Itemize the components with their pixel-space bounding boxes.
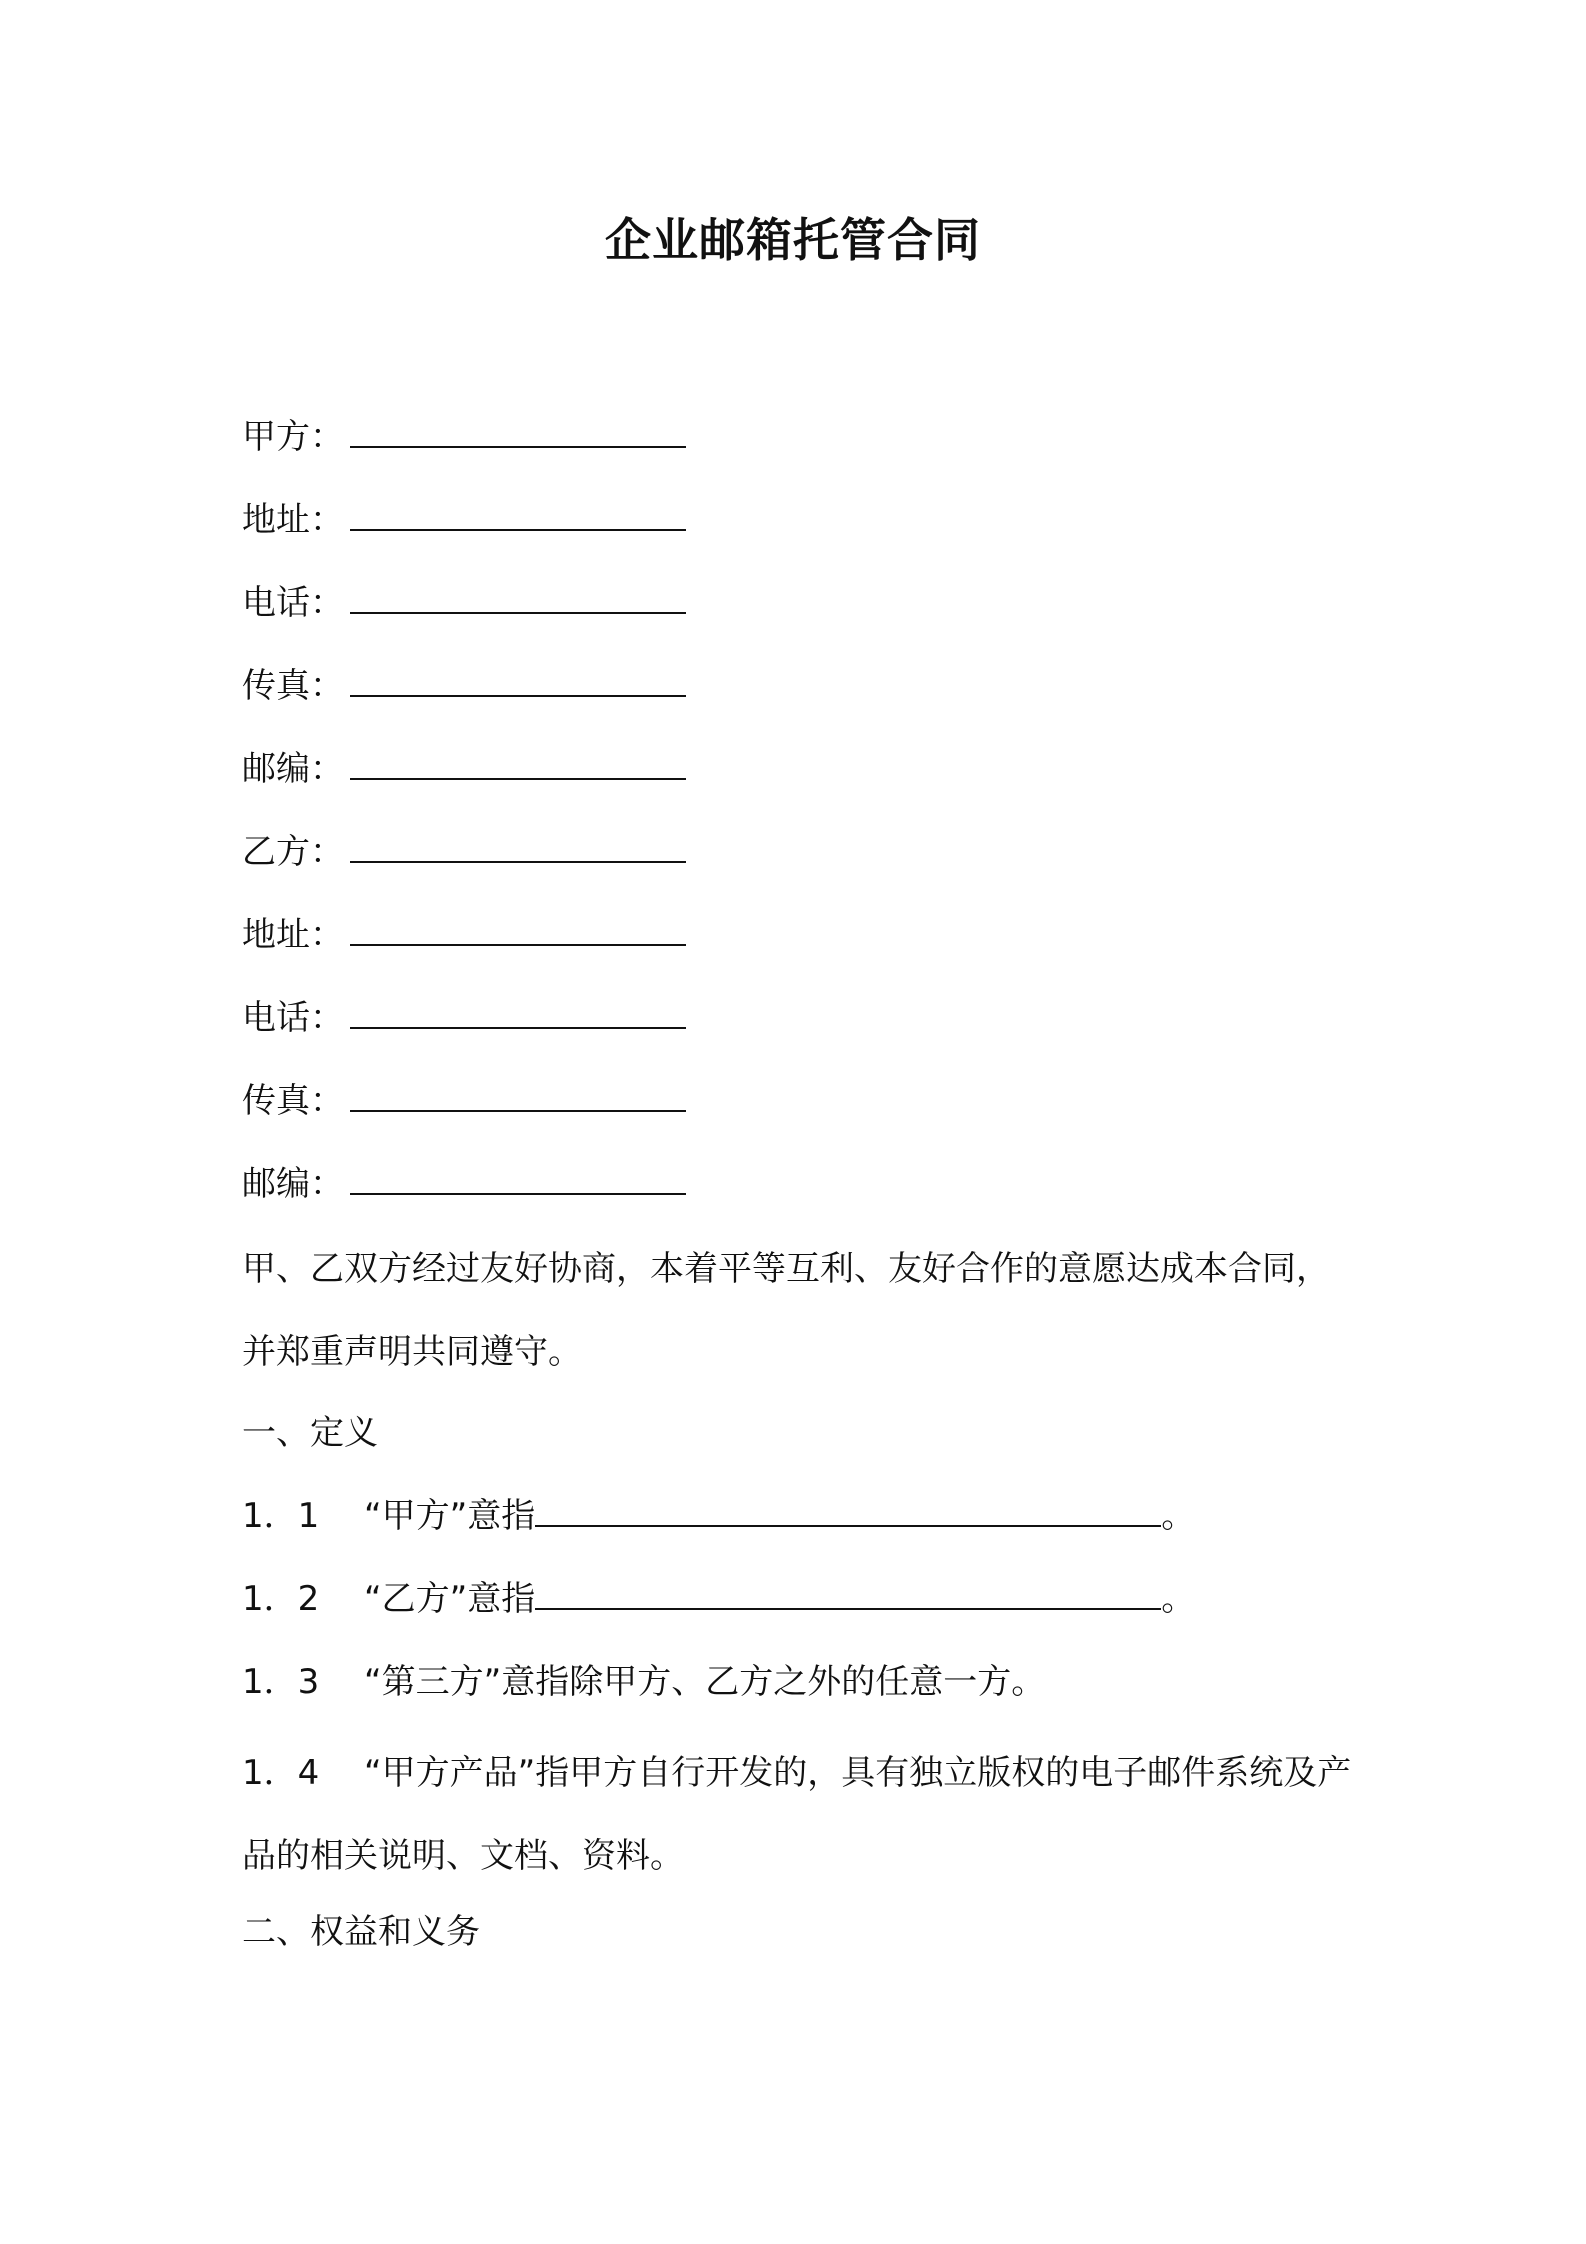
clause-text: “甲方产品”指甲方自行开发的，具有独立版权的电子邮件系统及产品的相关说明、文档、资料。 xyxy=(242,1753,1352,1876)
party-b-name-field xyxy=(242,827,686,877)
definition-1-3 xyxy=(242,1657,1045,1707)
definition-1-1 xyxy=(242,1491,1195,1541)
party-a-postcode-field xyxy=(242,744,686,794)
blank-line xyxy=(350,412,686,448)
blank-line xyxy=(350,827,686,863)
clause-end: 。 xyxy=(1161,1496,1196,1536)
definition-1-2 xyxy=(242,1574,1195,1624)
blank-line xyxy=(350,578,686,614)
definition-1-4 xyxy=(242,1732,1352,1898)
field-label: 邮编： xyxy=(242,1164,344,1204)
clause-number: 1．3 xyxy=(242,1662,320,1702)
field-label: 电话： xyxy=(242,583,344,623)
blank-line xyxy=(350,744,686,780)
field-label: 地址： xyxy=(242,500,344,540)
field-label: 邮编： xyxy=(242,749,344,789)
clause-text: “甲方”意指 xyxy=(364,1496,536,1536)
blank-line xyxy=(350,1076,686,1112)
blank-line xyxy=(535,1574,1161,1610)
party-b-postcode-field xyxy=(242,1159,686,1209)
party-b-fax-field xyxy=(242,1076,686,1126)
section-heading-rights-obligations: 二、权益和义务 xyxy=(242,1912,480,1952)
field-label: 乙方： xyxy=(242,832,344,872)
clause-number: 1．4 xyxy=(242,1753,320,1793)
field-label: 传真： xyxy=(242,1081,344,1121)
party-a-name-field xyxy=(242,412,686,462)
section-heading-definitions: 一、定义 xyxy=(242,1413,378,1453)
clause-end: 。 xyxy=(1161,1579,1196,1619)
party-a-address-field xyxy=(242,495,686,545)
party-b-phone-field xyxy=(242,993,686,1043)
blank-line xyxy=(535,1491,1161,1527)
field-label: 电话： xyxy=(242,998,344,1038)
blank-line xyxy=(350,661,686,697)
blank-line xyxy=(350,993,686,1029)
party-a-fax-field xyxy=(242,661,686,711)
clause-number: 1．1 xyxy=(242,1496,320,1536)
clause-text: “第三方”意指除甲方、乙方之外的任意一方。 xyxy=(364,1662,1046,1702)
clause-number: 1．2 xyxy=(242,1579,320,1619)
field-label: 传真： xyxy=(242,666,344,706)
party-b-address-field xyxy=(242,910,686,960)
field-label: 甲方： xyxy=(242,417,344,457)
field-label: 地址： xyxy=(242,915,344,955)
blank-line xyxy=(350,1159,686,1195)
document-title: 企业邮箱托管合同 xyxy=(605,213,981,267)
blank-line xyxy=(350,495,686,531)
intro-paragraph: 甲、乙双方经过友好协商，本着平等互利、友好合作的意愿达成本合同，并郑重声明共同遵守。 xyxy=(242,1249,1330,1372)
party-a-phone-field xyxy=(242,578,686,628)
clause-text: “乙方”意指 xyxy=(364,1579,536,1619)
blank-line xyxy=(350,910,686,946)
